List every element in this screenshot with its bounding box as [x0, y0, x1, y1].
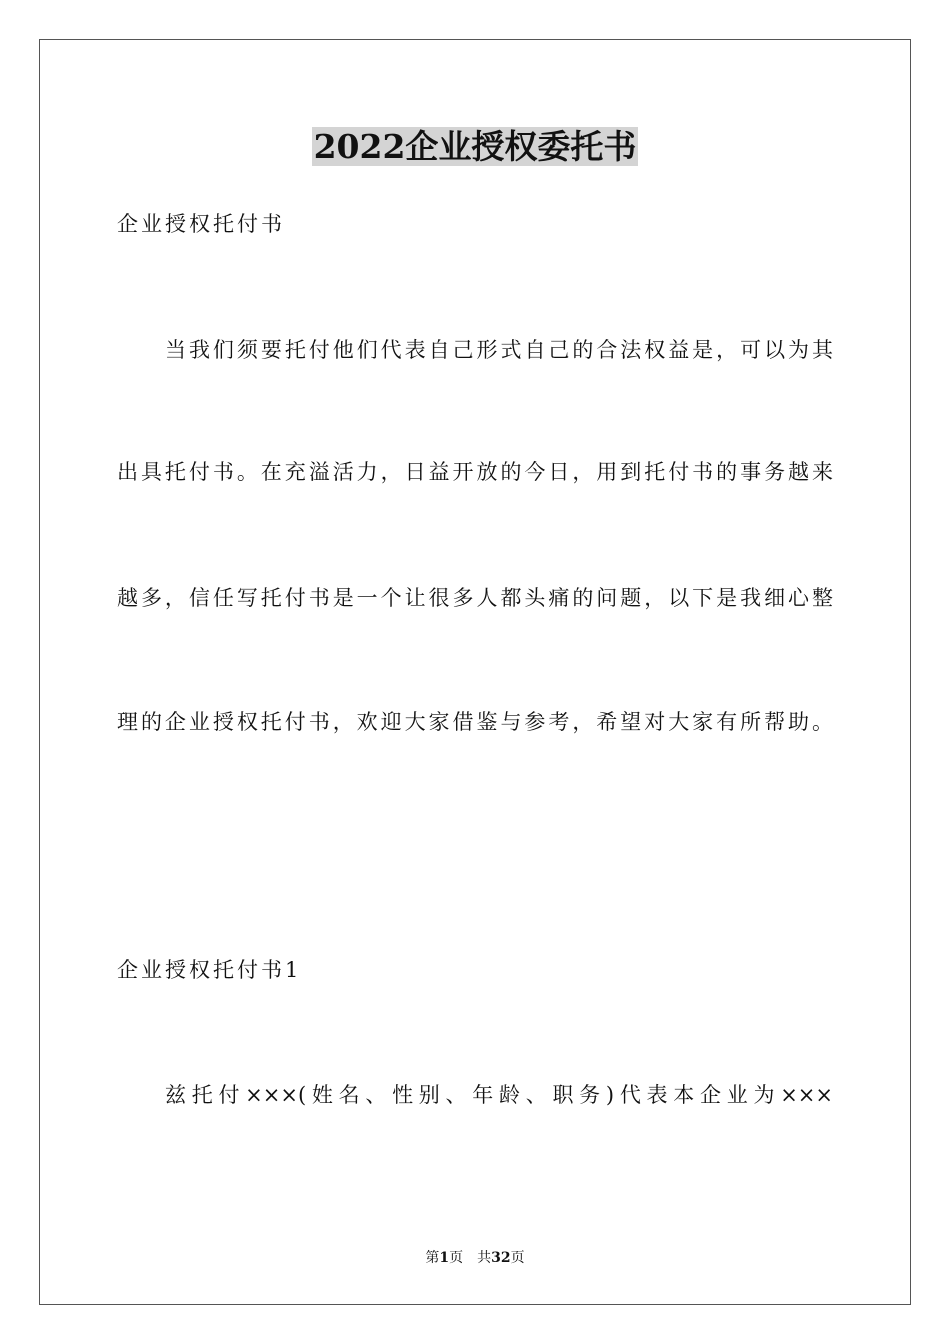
document-title [0, 125, 950, 169]
page-footer [0, 1248, 950, 1268]
intro-line-3: 越多，信任写托付书是一个让很多人都头痛的问题，以下是我细心整 [117, 586, 833, 610]
intro-line-4: 理的企业授权托付书，欢迎大家借鉴与参考，希望对大家有所帮助。 [117, 710, 833, 734]
document-subtitle: 企业授权托付书 [117, 212, 285, 236]
footer-total-pages: 32 [491, 1250, 511, 1266]
footer-page-suffix: 页 [449, 1250, 464, 1266]
section-first-line: 兹托付×××(姓名、性别、年龄、职务)代表本企业为××× [165, 1083, 833, 1107]
footer-page-number: 1 [439, 1250, 450, 1266]
footer-total-suffix: 页 [510, 1250, 525, 1266]
footer-prefix: 第 [425, 1250, 440, 1266]
section-heading: 企业授权托付书1 [117, 958, 302, 982]
document-title-text: 2022企业授权委托书 [313, 127, 637, 166]
footer-total-prefix: 共 [477, 1250, 492, 1266]
intro-line-1: 当我们须要托付他们代表自己形式自己的合法权益是，可以为其 [165, 338, 833, 362]
intro-line-2: 出具托付书。在充溢活力，日益开放的今日，用到托付书的事务越来 [117, 460, 833, 484]
